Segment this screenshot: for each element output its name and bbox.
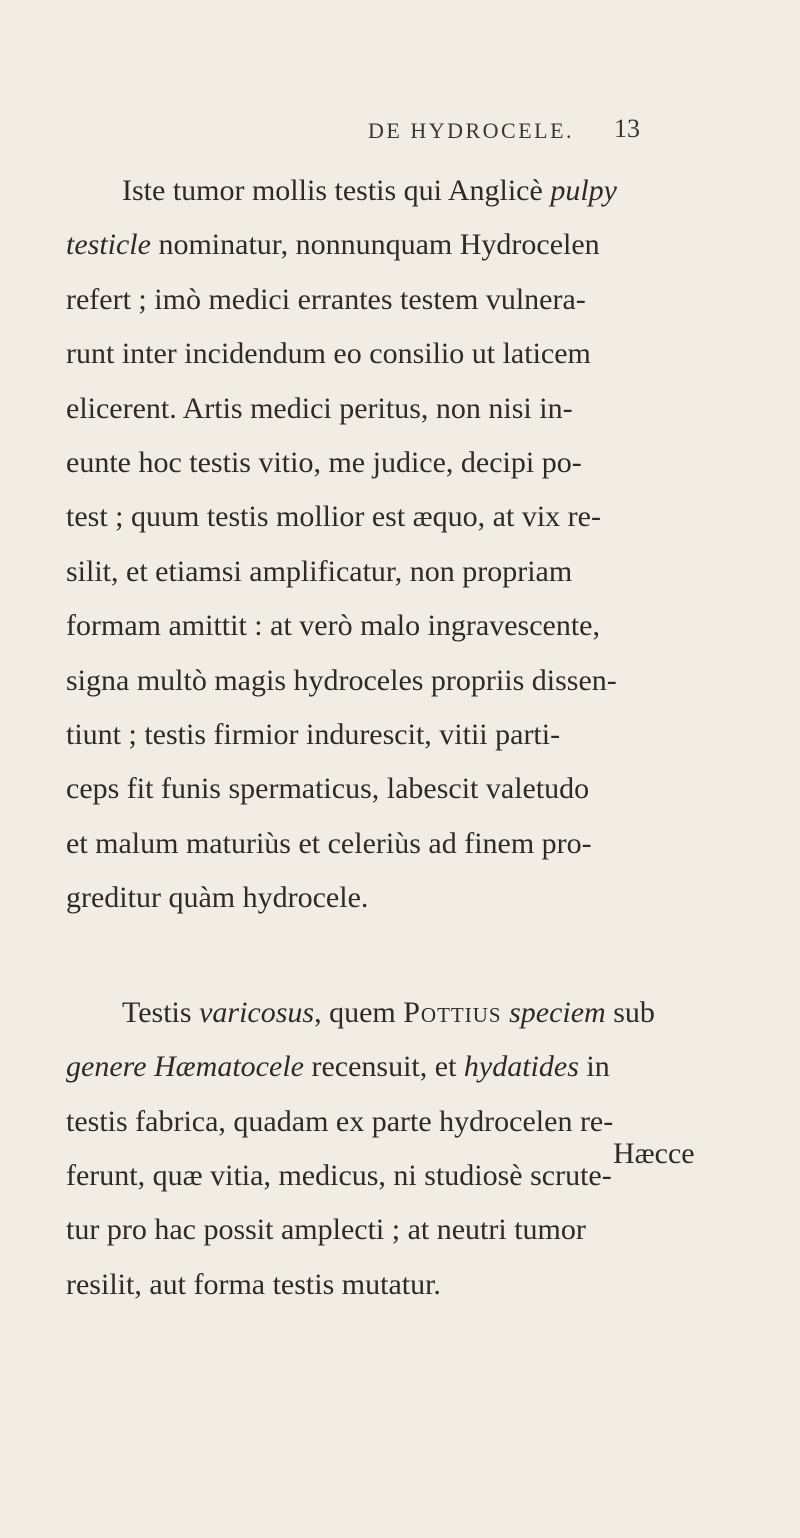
paragraph-gap: [66, 926, 712, 986]
text-line: refert ; imò medici errantes testem vulnera-: [66, 282, 586, 316]
italic-term: varicosus: [199, 995, 315, 1029]
text-line: elicerent. Artis medici peritus, non nisi in-: [66, 391, 573, 425]
text-span: in: [578, 1050, 610, 1084]
text-line: [66, 164, 712, 218]
text-span: , quem: [314, 995, 404, 1029]
text-span: [502, 996, 510, 1029]
page-number: 13: [614, 114, 640, 143]
running-title: DE HYDROCELE.: [368, 118, 575, 143]
text-span: nominatur, nonnunquam Hydrocelen: [150, 228, 600, 262]
text-line: testis fabrica, quadam ex parte hydrocelen re-: [66, 1104, 614, 1138]
text-line: et malum maturiùs et celeriùs ad finem pro-: [66, 826, 592, 860]
text-span: recensuit, et: [303, 1050, 464, 1084]
text-line: formam amittit : at verò malo ingravescente,: [66, 609, 600, 643]
catchword: Hæcce: [613, 1137, 695, 1170]
text-line: [66, 986, 712, 1040]
text-span: Iste tumor mollis testis qui Anglicè: [122, 174, 551, 207]
text-line: tiunt ; testis firmior indurescit, vitii parti-: [66, 718, 561, 752]
text-line: eunte hoc testis vitio, me judice, decipi po-: [66, 446, 582, 480]
text-line: resilit, aut forma testis mutatur.: [66, 1267, 441, 1301]
italic-term: genere Hæmatocele: [66, 1050, 304, 1084]
text-line: [66, 218, 712, 272]
text-span: Testis: [122, 995, 200, 1029]
text-line: greditur quàm hydrocele.: [66, 881, 369, 915]
text-line: runt inter incidendum eo consilio ut laticem: [66, 337, 591, 371]
italic-term: speciem: [509, 995, 606, 1029]
paragraph-1: [66, 164, 712, 926]
italic-term: testicle: [66, 228, 151, 262]
text-line: test ; quum testis mollior est æquo, at vix re-: [66, 500, 601, 534]
text-line: silit, et etiamsi amplificatur, non propriam: [66, 554, 573, 588]
text-line: tur pro hac possit amplecti ; at neutri tumor: [66, 1213, 586, 1247]
text-span: sub: [605, 995, 655, 1029]
text-line: ferunt, quæ vitia, medicus, ni studiosè scrute-: [66, 1158, 612, 1192]
italic-term: hydatides: [463, 1050, 579, 1084]
text-line: ceps fit funis spermaticus, labescit valetudo: [66, 772, 590, 806]
italic-term: pulpy: [550, 174, 617, 207]
author-name: Pottius: [403, 995, 502, 1029]
text-line: [66, 1040, 712, 1094]
text-line: signa multò magis hydroceles propriis dissen-: [66, 663, 617, 697]
